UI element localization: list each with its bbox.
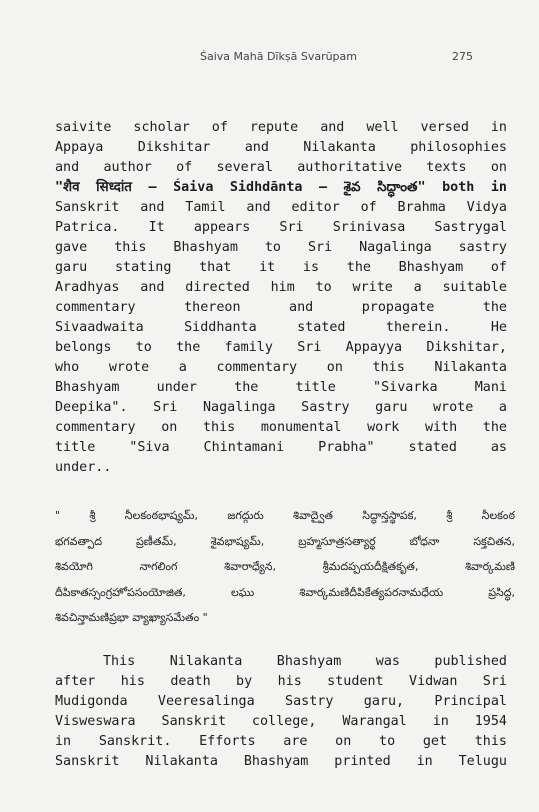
text-line: Aradhyas and directed him to write a suitable xyxy=(55,280,507,295)
quote-line: భగవత్పాద ప్రణీతమ్, శైవభాష్యమ్, బ్రహ్మసూత్రసత్యార్థ బోధనా సక్తచితన, xyxy=(55,534,515,548)
text-line: Mudigonda Veeresalinga Sastry garu, Principal xyxy=(55,694,507,709)
paragraph-2 xyxy=(55,652,507,772)
text-line: who wrote a commentary on this Nilakanta xyxy=(55,360,507,375)
quote-line: దీపికాతస్సంగ్రహోపసంయోజిత, లఘు శివార్కమణిదీపికేత్యపరనామధేయ ప్రసిద్ధ, xyxy=(55,585,515,599)
text-line: Sanskrit and Tamil and editor of Brahma Vidya xyxy=(55,200,507,215)
quote-line: శివచిన్తామణిప్రభా వ్యాఖ్యాసమేతం " xyxy=(55,611,208,624)
text-line: "शैव सिध्दांत – Śaiva Sidhdānta – శైవ సిద్ధాంత" both in xyxy=(55,180,507,195)
text-line: commentary thereon and propagate the xyxy=(55,300,507,315)
quote-line: శివయోగి నాగలింగ శివారాధ్యేన, శ్రీమదప్పయదీక్షితకృత, శివార్కమణి xyxy=(55,560,515,573)
paragraph-1 xyxy=(55,118,507,478)
text-line: Deepika". Sri Nagalinga Sastry garu wrote a xyxy=(55,400,507,415)
text-line: saivite scholar of repute and well versed in xyxy=(55,120,507,135)
text-line: Sivaadwaita Siddhanta stated therein. He xyxy=(55,320,507,335)
text-line: Bhashyam under the title "Sivarka Mani xyxy=(55,380,507,395)
text-line: gave this Bhashyam to Sri Nagalinga sastry xyxy=(55,240,507,255)
running-header xyxy=(0,50,539,68)
text-line: and author of several authoritative texts on xyxy=(55,160,507,175)
text-line: in Sanskrit. Efforts are on to get this xyxy=(55,734,507,749)
text-line: commentary on this monumental work with the xyxy=(55,420,507,435)
text-line: title "Siva Chintamani Prabha" stated as xyxy=(55,440,507,455)
text-line: belongs to the family Sri Appayya Dikshitar, xyxy=(55,340,507,355)
text-line: Appaya Dikshitar and Nilakanta philosophies xyxy=(55,140,507,155)
text-line: Patrica. It appears Sri Srinivasa Sastrygal xyxy=(55,220,507,235)
text-line: Visweswara Sanskrit college, Warangal in 1954 xyxy=(55,714,507,729)
text-line: under.. xyxy=(55,460,112,475)
text-line: Sanskrit Nilakanta Bhashyam printed in Telugu xyxy=(55,754,507,769)
text-line: after his death by his student Vidwan Sri xyxy=(55,674,507,689)
quote-line: " శ్రీ నీలకంఠభాష్యమ్, జగద్గురు శివాద్వైత సిద్ధాన్తస్థాపక, శ్రీ నీలకంఠ xyxy=(55,509,515,522)
book-title: Śaiva Mahā Dīkṣā Svarūpam xyxy=(200,50,357,63)
text-line: garu stating that it is the Bhashyam of xyxy=(55,260,507,275)
text-line: This Nilakanta Bhashyam was published xyxy=(103,654,507,669)
sanskrit-quote xyxy=(55,503,515,631)
page-number: 275 xyxy=(452,50,473,63)
